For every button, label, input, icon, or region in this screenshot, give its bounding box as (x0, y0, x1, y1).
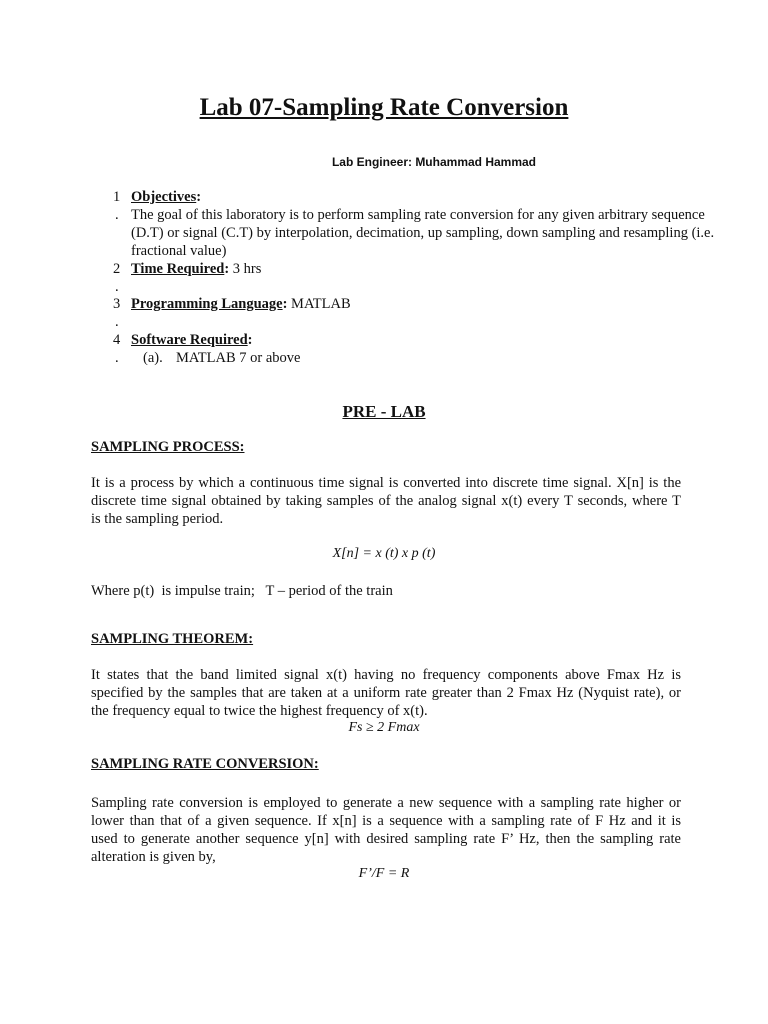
language-colon: : (282, 296, 288, 312)
time-required (131, 260, 261, 278)
programming-language (131, 295, 351, 313)
time-value: 3 hrs (229, 261, 262, 277)
section-number: 1 (113, 189, 121, 205)
software-required (131, 331, 253, 349)
software-item-marker: (a). (143, 350, 163, 366)
sampling-rate-conversion-heading: SAMPLING RATE CONVERSION: (91, 756, 319, 772)
objectives-text (131, 206, 737, 260)
paragraph-line: is the sampling period. (91, 511, 224, 527)
paragraph-line: It states that the band limited signal x(t) having no frequency components above Fmax Hz is (91, 667, 681, 683)
paragraph-line: discrete time signal obtained by taking samples of the analog signal x(t) every T seconds, where T (91, 493, 681, 509)
paragraph-line: Sampling rate conversion is employed to generate a new sequence with a sampling rate higher or (91, 795, 681, 811)
paragraph-line: lower than that of a given sequence. If x[n] is a sequence with a sampling rate of F Hz and it is (91, 813, 681, 829)
sampling-rate-conversion-paragraph (91, 794, 681, 866)
section-dot: . (115, 279, 119, 295)
software-colon: : (247, 332, 253, 348)
objectives-colon: : (196, 189, 202, 205)
time-label: Time Required (131, 261, 225, 277)
language-value: MATLAB (287, 296, 351, 312)
paragraph-line: specified by the samples that are taken at a uniform rate greater than 2 Fmax Hz (Nyquist rate), or (91, 685, 681, 701)
sampling-process-paragraph (91, 474, 681, 528)
sampling-equation: X[n] = x (t) x p (t) (332, 546, 436, 561)
lab-engineer: Lab Engineer: Muhammad Hammad (331, 155, 537, 169)
time-colon: : (224, 261, 230, 277)
section-dot: . (115, 207, 119, 223)
nyquist-equation: Fs ≥ 2 Fmax (348, 720, 420, 735)
page-title: Lab 07-Sampling Rate Conversion (199, 94, 569, 121)
sampling-theorem-paragraph (91, 666, 681, 720)
section-number: 3 (113, 296, 121, 312)
objectives-line: The goal of this laboratory is to perform sampling rate conversion for any given arbitrary sequence (131, 207, 705, 223)
objectives-heading (131, 188, 201, 206)
paragraph-line: the frequency equal to twice the highest frequency of x(t). (91, 703, 428, 719)
section-number: 4 (113, 332, 121, 348)
section-dot: . (115, 314, 119, 330)
software-label: Software Required (131, 332, 248, 348)
objectives-line: fractional value) (131, 243, 227, 259)
sampling-process-heading: SAMPLING PROCESS: (91, 439, 245, 455)
rate-ratio-equation: F’/F = R (358, 866, 410, 881)
prelab-heading: PRE - LAB (342, 402, 426, 421)
paragraph-line: It is a process by which a continuous time signal is converted into discrete time signal. X[n] is the (91, 475, 681, 491)
sampling-theorem-heading: SAMPLING THEOREM: (91, 631, 254, 647)
impulse-train-note: Where p(t) is impulse train; T – period of the train (91, 583, 393, 599)
objectives-label: Objectives (131, 189, 197, 205)
software-item-text: MATLAB 7 or above (176, 350, 301, 366)
section-dot: . (115, 350, 119, 366)
paragraph-line: used to generate another sequence y[n] with desired sampling rate F’ Hz, then the sampling rate (91, 831, 681, 847)
language-label: Programming Language (131, 296, 283, 312)
objectives-line: (D.T) or signal (C.T) by interpolation, decimation, up sampling, down sampling and resampling (i.e. (131, 225, 715, 241)
section-number: 2 (113, 261, 121, 277)
paragraph-line: alteration is given by, (91, 849, 216, 865)
